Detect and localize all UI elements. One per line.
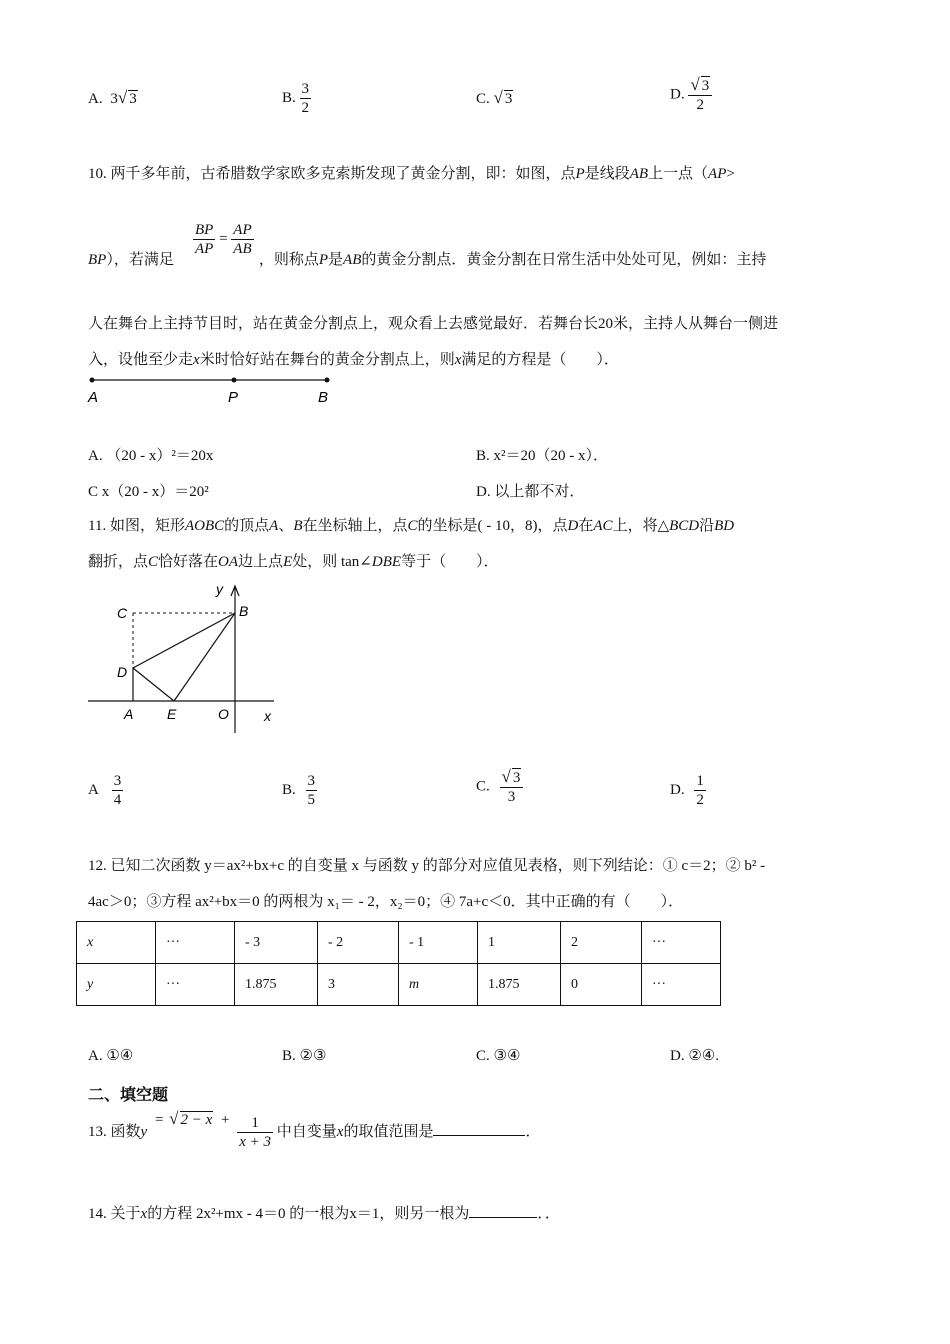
segment-eb: [174, 613, 235, 701]
q11-option-d-fraction: $\frac{1}{2}$: [696, 773, 704, 808]
label-p: P: [228, 389, 239, 406]
q9-option-a[interactable]: A. 3√ 3: [88, 88, 137, 107]
table-row-y: [77, 964, 721, 1006]
table-cell: x: [77, 922, 156, 964]
q11-option-b-fraction: $\frac{3}{5}$: [307, 773, 316, 808]
q11-option-a[interactable]: A $\frac{3}{4}$: [88, 773, 122, 808]
table-cell: 1: [478, 922, 561, 964]
point-a: [90, 378, 95, 383]
q12-option-c[interactable]: C. ③④: [476, 1048, 521, 1064]
q9-option-c[interactable]: C. √ 3: [476, 88, 513, 107]
table-cell: - 3: [235, 922, 318, 964]
label-a: A: [88, 389, 99, 406]
table-cell: ···: [156, 922, 235, 964]
label-d: D: [117, 664, 128, 680]
q10-option-c[interactable]: C x（20 - x）＝20²: [88, 484, 209, 500]
q13-line: 13. 函数y = √ 2 − x + $\frac{1}{x + 3}$ 中自变量x的取值范围是 ．: [88, 1108, 541, 1150]
table-cell: ···: [642, 964, 721, 1006]
q11-option-c-fraction: $\frac{√ 3}{3}$: [500, 768, 524, 806]
label-c: C: [117, 605, 128, 621]
q10-line1: 10. 两千多年前，古希腊数学家欧多克索斯发现了黄金分割，即：如图，点P是线段AB上一点（AP>: [88, 166, 735, 182]
q13-answer-blank[interactable]: [433, 1135, 525, 1136]
section-title-fill-in: 二、填空题: [88, 1085, 169, 1104]
q12-value-table: [76, 921, 721, 1006]
table-cell: - 2: [318, 922, 399, 964]
label-e: E: [167, 706, 177, 722]
q9-option-a-value: 3√ 3: [110, 88, 137, 107]
segment-db: [133, 613, 235, 668]
table-cell: ···: [642, 922, 721, 964]
table-row-x: [77, 922, 721, 964]
segment-de: [133, 668, 174, 701]
label-b: B: [318, 389, 329, 406]
q10-golden-ratio-formula: $\frac{BP}{AP}$ = $\frac{AP}{AB}$: [195, 222, 252, 257]
q9-option-c-value: √ 3: [493, 88, 513, 107]
table-cell: ···: [156, 964, 235, 1006]
q10-option-d[interactable]: D. 以上都不对．: [476, 484, 585, 500]
q9-option-b[interactable]: B. $\frac{3}{2}$: [282, 81, 310, 116]
q11-option-c[interactable]: C. $\frac{√ 3}{3}$: [476, 768, 523, 806]
table-cell: - 1: [399, 922, 478, 964]
q12-line2: 4ac＞0；③方程 ax²+bx＝0 的两根为 x₁＝ - 2，x₂＝0；④ 7a+c＜0．其中正确的有（ ）．: [88, 894, 684, 910]
label-o: O: [218, 706, 229, 722]
q10-line3: 人在舞台上主持节目时，站在黄金分割点上，观众看上去感觉最好．若舞台长20米，主持人从舞台一侧进: [88, 316, 779, 332]
q10-line2: BP），若满足 ，则称点P是AB的黄金分割点．黄金分割在日常生活中处处可见，例如：主持: [88, 252, 767, 268]
label-y: y: [216, 581, 223, 597]
q14-answer-blank[interactable]: [469, 1217, 537, 1218]
q14-line: 14. 关于x的方程 2x²+mx - 4＝0 的一根为x＝1，则另一根为 ．．: [88, 1206, 560, 1222]
q10-option-b[interactable]: B. x²＝20（20 - x）．: [476, 448, 608, 464]
q13-radical: √ 2 − x: [169, 1108, 213, 1128]
q10-segment-figure: [80, 370, 350, 412]
q11-option-b[interactable]: B. $\frac{3}{5}$: [282, 773, 316, 808]
q10-option-a[interactable]: A. （20 - x）²＝20x: [88, 448, 214, 464]
q12-option-a[interactable]: A. ①④: [88, 1048, 134, 1064]
q9-option-b-fraction: $\frac{3}{2}$: [301, 81, 310, 116]
table-cell: 1.875: [235, 964, 318, 1006]
label-b: B: [239, 603, 249, 619]
point-b: [325, 378, 330, 383]
q11-line1: 11. 如图，矩形AOBC的顶点A、B在坐标轴上，点C的坐标是( - 10，8)，点D在AC上，将△BCD沿BD: [88, 518, 735, 534]
table-cell: y: [77, 964, 156, 1006]
label-x: x: [264, 708, 271, 724]
table-cell: 1.875: [478, 964, 561, 1006]
q11-option-a-fraction: $\frac{3}{4}$: [113, 773, 122, 808]
q13-fraction: $\frac{1}{x + 3}$: [239, 1115, 272, 1150]
point-p: [232, 378, 237, 383]
q12-option-d[interactable]: D. ②④.: [670, 1048, 719, 1064]
q11-line2: 翻折，点C恰好落在OA边上点E处，则 tan∠DBE等于（ ）．: [88, 554, 499, 570]
table-cell: 3: [318, 964, 399, 1006]
q12-option-b[interactable]: B. ②③: [282, 1048, 327, 1064]
q9-option-d[interactable]: D. $\frac{√ 3}{2}$: [670, 76, 712, 114]
table-cell: m: [399, 964, 478, 1006]
q9-option-d-fraction: $\frac{√ 3}{2}$: [688, 76, 712, 114]
label-a: A: [124, 706, 134, 722]
q10-line4: 入，设他至少走x米时恰好站在舞台的黄金分割点上，则x满足的方程是（ ）．: [88, 352, 619, 368]
table-cell: 2: [561, 922, 642, 964]
table-cell: 0: [561, 964, 642, 1006]
q11-coordinate-figure: [84, 578, 294, 738]
q11-option-d[interactable]: D. $\frac{1}{2}$: [670, 773, 704, 808]
q12-line1: 12. 已知二次函数 y＝ax²+bx+c 的自变量 x 与函数 y 的部分对应值见表格，则下列结论：① c＝2；② b² -: [88, 858, 766, 874]
